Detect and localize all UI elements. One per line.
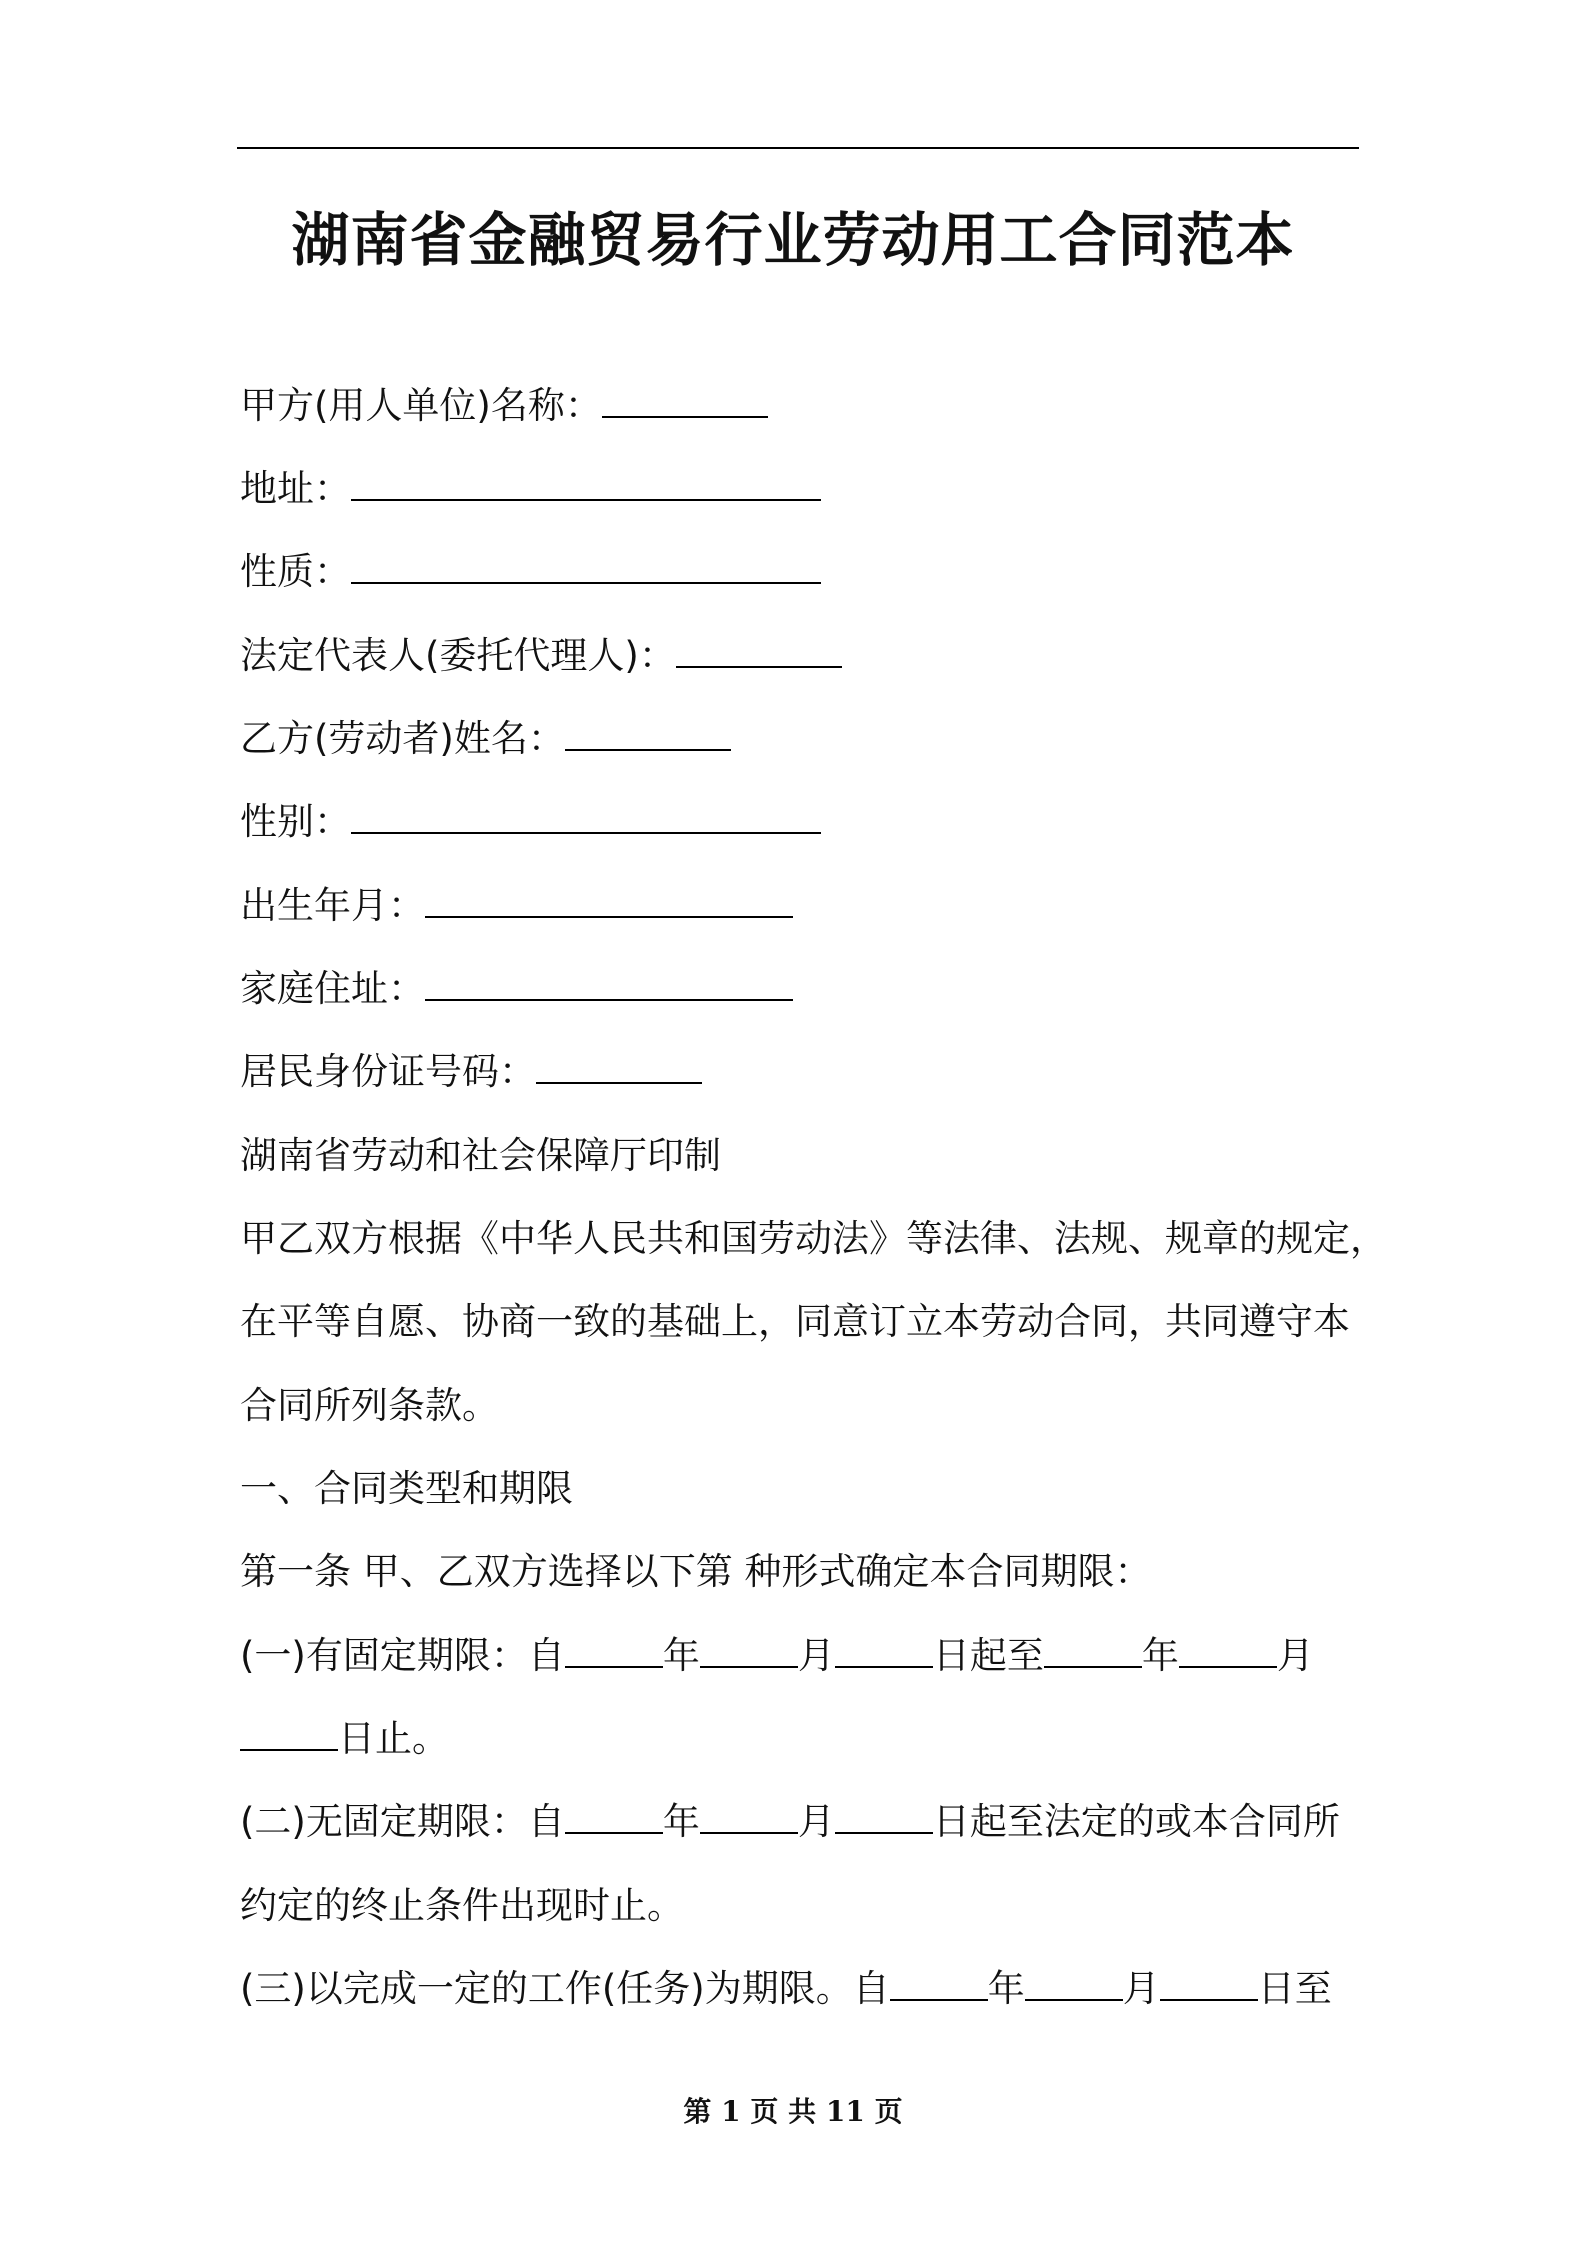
article-1: 第一条 甲、乙双方选择以下第 种形式确定本合同期限： [240, 1550, 1152, 1593]
fill-in-blank[interactable] [700, 1630, 798, 1668]
option-label: (三)以完成一定的工作(任务)为期限。自 [240, 1967, 890, 2010]
option-open-term-line2: 约定的终止条件出现时止。 [240, 1884, 684, 1927]
fill-in-blank[interactable] [676, 630, 842, 668]
publisher-line: 湖南省劳动和社会保障厅印制 [240, 1134, 721, 1177]
field-employee-name [240, 713, 731, 765]
month-label: 月 [1276, 1634, 1314, 1677]
fill-in-blank[interactable] [1179, 1630, 1277, 1668]
fill-in-blank[interactable] [425, 963, 793, 1001]
fill-in-blank[interactable] [602, 380, 768, 418]
fill-in-blank[interactable] [1044, 1630, 1142, 1668]
option-label: (二)无固定期限：自 [240, 1800, 565, 1843]
fill-in-blank[interactable] [536, 1046, 702, 1084]
day-label: 日止。 [338, 1717, 449, 1760]
field-label: 居民身份证号码： [240, 1050, 536, 1093]
field-label: 法定代表人(委托代理人)： [240, 634, 676, 677]
fill-in-blank[interactable] [835, 1630, 933, 1668]
fill-in-blank[interactable] [351, 796, 821, 834]
page-number: 第 1 页 共 11 页 [683, 2095, 903, 2128]
option-text: 日至 [1257, 1967, 1332, 2010]
field-gender [240, 796, 821, 848]
field-label: 性质： [240, 550, 351, 593]
intro-line-3: 合同所列条款。 [240, 1384, 499, 1427]
month-label: 月 [797, 1634, 835, 1677]
year-label: 年 [1141, 1634, 1179, 1677]
fill-in-blank[interactable] [565, 1796, 663, 1834]
fill-in-blank[interactable] [1025, 1963, 1123, 2001]
option-label: (一)有固定期限：自 [240, 1634, 565, 1677]
year-label: 年 [662, 1800, 700, 1843]
intro-line-2: 在平等自愿、协商一致的基础上，同意订立本劳动合同，共同遵守本 [240, 1300, 1350, 1343]
month-label: 月 [797, 1800, 835, 1843]
fill-in-blank[interactable] [351, 463, 821, 501]
field-label: 甲方(用人单位)名称： [240, 384, 602, 427]
field-id-number [240, 1046, 702, 1098]
field-nature [240, 546, 821, 598]
option-fixed-term-end [240, 1713, 449, 1765]
intro-line-1: 甲乙双方根据《中华人民共和国劳动法》等法律、法规、规章的规定， [240, 1217, 1387, 1260]
field-birth-date [240, 880, 793, 932]
fill-in-blank[interactable] [351, 546, 821, 584]
fill-in-blank[interactable] [425, 880, 793, 918]
field-label: 性别： [240, 800, 351, 843]
option-open-term [240, 1796, 1340, 1848]
fill-in-blank[interactable] [565, 1630, 663, 1668]
section-heading: 一、合同类型和期限 [240, 1467, 573, 1510]
day-label: 日起至 [932, 1634, 1044, 1677]
option-fixed-term [240, 1630, 1314, 1682]
field-address [240, 463, 821, 515]
option-task-term [240, 1963, 1332, 2015]
option-text: 日起至法定的或本合同所 [932, 1800, 1340, 1843]
field-label: 出生年月： [240, 884, 425, 927]
field-label: 家庭住址： [240, 967, 425, 1010]
fill-in-blank[interactable] [240, 1713, 338, 1751]
field-label: 乙方(劳动者)姓名： [240, 717, 565, 760]
field-employer-name [240, 380, 768, 432]
year-label: 年 [662, 1634, 700, 1677]
fill-in-blank[interactable] [835, 1796, 933, 1834]
field-label: 地址： [240, 467, 351, 510]
document-title: 湖南省金融贸易行业劳动用工合同范本 [291, 206, 1295, 274]
fill-in-blank[interactable] [700, 1796, 798, 1834]
header-rule [237, 147, 1359, 149]
fill-in-blank[interactable] [565, 713, 731, 751]
fill-in-blank[interactable] [1160, 1963, 1258, 2001]
month-label: 月 [1122, 1967, 1160, 2010]
fill-in-blank[interactable] [890, 1963, 988, 2001]
field-legal-representative [240, 630, 842, 682]
year-label: 年 [987, 1967, 1025, 2010]
field-home-address [240, 963, 793, 1015]
